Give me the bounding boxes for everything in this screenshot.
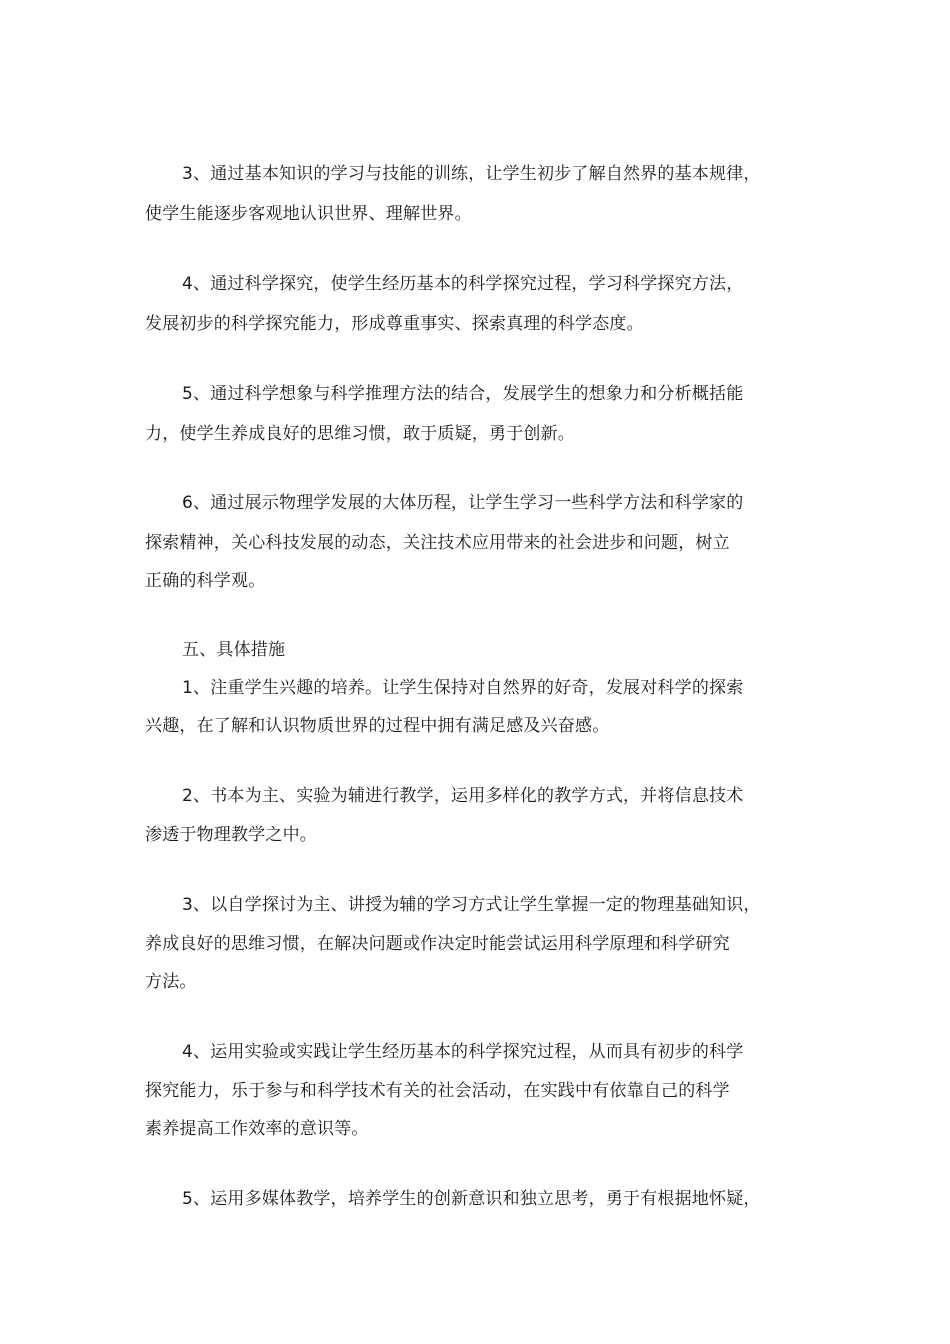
goal-5-line-1: 5、通过科学想象与科学推理方法的结合，发展学生的想象力和分析概括能: [182, 384, 744, 404]
goal-5-line-2: 力，使学生养成良好的思维习惯，敢于质疑，勇于创新。: [145, 424, 575, 444]
measure-4-line-3: 素养提高工作效率的意识等。: [145, 1119, 369, 1139]
measure-3-line-3: 方法。: [145, 972, 197, 992]
measure-2-line-2: 渗透于物理教学之中。: [145, 825, 317, 845]
goal-6-line-3: 正确的科学观。: [145, 571, 266, 591]
measure-1-line-2: 兴趣，在了解和认识物质世界的过程中拥有满足感及兴奋感。: [145, 716, 610, 736]
goal-4-line-1: 4、通过科学探究，使学生经历基本的科学探究过程，学习科学探究方法，: [182, 274, 744, 294]
goal-3-line-1: 3、通过基本知识的学习与技能的训练，让学生初步了解自然界的基本规律，: [182, 164, 761, 184]
goal-4-line-2: 发展初步的科学探究能力，形成尊重事实、探索真理的科学态度。: [145, 314, 644, 334]
goal-3-line-2: 使学生能逐步客观地认识世界、理解世界。: [145, 204, 472, 224]
measure-4-line-2: 探究能力，乐于参与和科学技术有关的社会活动，在实践中有依靠自己的科学: [145, 1081, 730, 1101]
measure-2-line-1: 2、书本为主、实验为辅进行教学，运用多样化的教学方式，并将信息技术: [182, 786, 744, 806]
section-heading: 五、具体措施: [182, 640, 286, 660]
measure-3-line-2: 养成良好的思维习惯，在解决问题或作决定时能尝试运用科学原理和科学研究: [145, 934, 730, 954]
goal-6-line-1: 6、通过展示物理学发展的大体历程，让学生学习一些科学方法和科学家的: [182, 493, 744, 513]
measure-1-line-1: 1、注重学生兴趣的培养。让学生保持对自然界的好奇，发展对科学的探索: [182, 678, 744, 698]
measure-5-line-1: 5、运用多媒体教学，培养学生的创新意识和独立思考，勇于有根据地怀疑，: [182, 1189, 761, 1209]
goal-6-line-2: 探索精神，关心科技发展的动态，关注技术应用带来的社会进步和问题，树立: [145, 533, 730, 553]
measure-3-line-1: 3、以自学探讨为主、讲授为辅的学习方式让学生掌握一定的物理基础知识，: [182, 895, 761, 915]
measure-4-line-1: 4、运用实验或实践让学生经历基本的科学探究过程，从而具有初步的科学: [182, 1042, 744, 1062]
